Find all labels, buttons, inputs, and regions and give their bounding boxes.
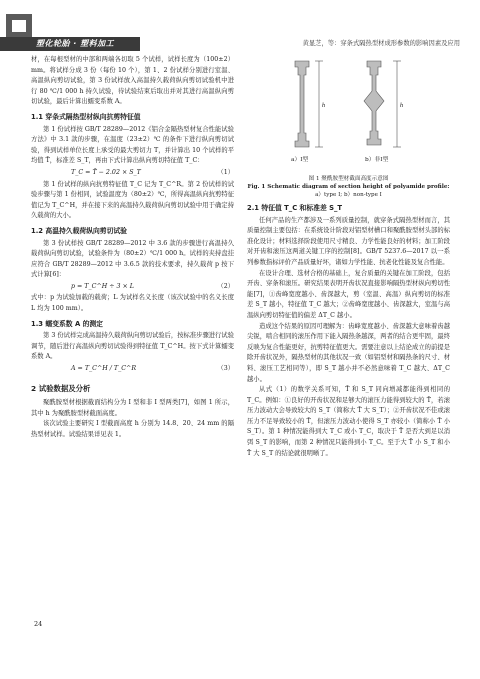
h-label-a: h xyxy=(322,103,325,109)
page-header xyxy=(0,0,480,52)
paragraph: 第 3 份试样按 GB/T 28289—2012 中 3.6 款的步骤进行高温持久载荷纵向剪切试验，试验条件为（80±2）℃/1 000 h。试样的夹持盘挂应符合 GB/T 28289—2012 中 3.6.5 款的技术要求，持久载荷 p 按下式计算[6]： xyxy=(31,239,234,279)
journal-logo-text: 塑化轮胎 · 塑料加工 xyxy=(36,39,115,48)
section-heading-1-2: 1.2 高温持久载荷纵向剪切试验 xyxy=(31,226,127,235)
section-heading-2: 2 试验数据及分析 xyxy=(31,383,91,393)
figure-caption-en: Fig. 1 Schematic diagram of section height of polyamide profile: xyxy=(247,184,450,190)
paragraph: 从式（1）的数学关系可知，T̄ 和 S_T 同向增减都能得到相同的 T_C。例如：①良好的开齿状况和足够大的滚压力能得到较大的 T̄，若滚压力波动大会导致较大的 S_T（简称大 T̄ 大 S_T）；②开齿状况不佳或滚压力不足导致较小的 T̄，但滚压力波动小使得 S_T 亦较小（简称小 T̄ 小 S_T）。第 1 种情况能得到大 T_C 或小 T_C，取决于 T̄ 是否大到足以消弭 S_T 的影响，而第 2 种情况只能得到小 T_C。至于大 T̄ 小 S_T 和小 T̄ 大 S_T 的结论就很明晰了。 xyxy=(247,386,450,457)
paragraph: 任何产品的生产都涉及一系列质量控制，就穿条式隔热型材而言，其质量控制主要包括：在系统设计阶段对铝型材槽口和聚酰胺型材头部的标准化设计；材料选择阶段使用尺寸精良、力学性能良好的材料；加工阶段对开齿和滚压这两道关键工序的控制[8]。GB/T 5237.6—2017 以一系列参数指标评价产品质量好坏，诸如力学性能、抗老化性能及复合性能。 xyxy=(247,216,450,266)
figure-caption-en-sub: a）type I; b）non-type I xyxy=(315,192,382,198)
left-column xyxy=(31,55,234,441)
equation-3 xyxy=(31,363,234,376)
equation-body: T_C = T̄ − 2.02 × S_T xyxy=(71,168,141,176)
non-type-i-profile xyxy=(364,61,384,145)
paragraph: 式中：p 为试验加载的载荷；L 为试样名义长度（该次试验中的名义长度 L 均为 100 mm）。 xyxy=(31,294,234,313)
section-heading-1-1: 1.1 穿条式隔热型材纵向抗剪特征值 xyxy=(31,112,141,121)
subfigure-label-a: a）I型 xyxy=(291,157,309,163)
right-column xyxy=(247,55,450,459)
paragraph: 第 1 份试样的纵向抗剪特征值 T_C 记为 T_C^R。第 2 份试样的试验步骤与第 1 份相同，试验温度为（80±2）℃，所得高温纵向抗剪特征值记为 T_C^H，并在接下来的高温持久载荷纵向剪切试验中用于确定持久载荷的大小。 xyxy=(31,180,234,220)
paragraph: 在设计合理、选材合格的基础上，复合质量的关键在加工阶段，包括开齿、穿条和滚压。研究结果表明开齿状况直接影响隔热型材纵向剪切性能[7]，①齿峰宽度越小、齿深越大，剪（室温、高温）纵向剪切的标准差 S_T 越小，特征值 T_C 越大；②齿峰宽度越小、齿深越大，室温与高温纵向剪切特征值的偏差 ΔT_C 越小。 xyxy=(247,269,450,319)
paragraph: 第 1 份试样按 GB/T 28289—2012《铝合金隔热型材复合性能试验方法》中 3.1 款的步骤，在温度（23±2）℃ 的条件下进行纵向剪切试验，得到试样单位长度上承受的最大剪切力 T，并计算出 10 个试样的平均值 T̄，标准差 S_T，再由下式计算出纵向剪切特征值 T_C： xyxy=(31,125,234,165)
equation-number: （1） xyxy=(217,168,234,176)
h-label-b: h xyxy=(400,103,403,109)
equation-number: （3） xyxy=(217,365,234,373)
equation-body: p = T_C^H ÷ 3 × L xyxy=(71,282,134,290)
paragraph: 聚酰胺型材根据截面结构分为 I 型和非 I 型两类[7]，如图 1 所示，其中 h 为聚酰胺型材截面高度。 xyxy=(31,399,234,417)
subfigure-label-b: b）非I型 xyxy=(365,157,389,163)
running-title: 黄显芝，等：穿条式隔热型材成形参数的影响因素及应用 xyxy=(302,40,460,47)
paragraph: 第 3 份试样完成高温持久载荷纵向剪切试验后，按标准步骤进行试验调节，随后进行高温纵向剪切试验得到特征值 T_C^H。按下式计算蠕变系数 A。 xyxy=(31,332,234,361)
section-heading-2-1: 2.1 特征值 T_C 和标准差 S_T xyxy=(247,204,343,212)
paragraph: 材，在每根型材的中部和两端各切取 5 个试样，试样长度为（100±2）mm。将试样分成 3 份（每份 10 个），第 1、2 份试样分别进行室温、高温纵向剪切试验，第 3 份试样放入高温持久载荷纵向剪切试验机中进行 80 ℃/1 000 h 持久试验，待试验结束后取出并对其进行高温纵向剪切试验，最后计算出蠕变系数 A。 xyxy=(31,56,234,106)
paragraph: 该次试验主要研究 I 型截面高度 h 分别为 14.8、20、24 mm 的隔热型材试样。试验结果详见表 1。 xyxy=(31,420,234,438)
equation-1 xyxy=(31,167,234,180)
equation-2 xyxy=(31,281,234,294)
figure-caption-cn: 图 1 聚酰胺型材截面高度示意图 xyxy=(308,176,389,182)
equation-body: A = T_C^H / T_C^R xyxy=(71,365,137,373)
equation-number: （2） xyxy=(217,282,234,290)
section-heading-1-3: 1.3 蠕变系数 A 的测定 xyxy=(31,319,103,328)
figure-1 xyxy=(247,55,450,175)
type-i-profile xyxy=(295,61,309,147)
profile-section-diagram xyxy=(247,55,450,155)
paragraph: 造成这个结果的原因可理解为：齿峰宽度越小、齿深越大意味着齿越尖锐，啮合相同的滚压作用下能入隔热条越深，两者的结合更牢固，最终反映为复合性能更好，抗剪特征值更大。需要注意以上结论成立的前提是除开齿状况外，隔热型材的其他状况一致（如铝型材和隔热条的尺寸、材料、滚压工艺相同等），即 S_T 越小并不必然意味着 T_C 越大、ΔT_C 越小。 xyxy=(247,322,450,383)
page-number: 24 xyxy=(34,620,43,628)
